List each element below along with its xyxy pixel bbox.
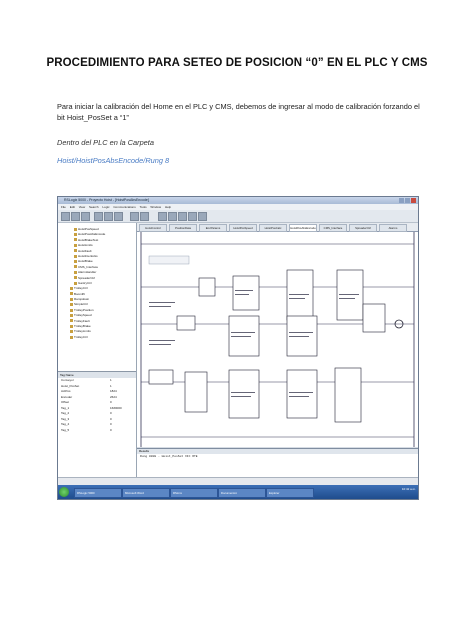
tag-name: Tag_1 xyxy=(61,405,70,410)
tree-item-label: TrolleyLimits xyxy=(74,329,91,334)
project-tree xyxy=(60,227,134,340)
rung-icon[interactable] xyxy=(158,212,167,221)
branch-icon[interactable] xyxy=(168,212,177,221)
routine-tabs xyxy=(137,223,418,232)
tag-name: Conveyor xyxy=(61,378,74,382)
tree-item-label: CMS_Interface xyxy=(78,264,99,269)
tree-item-label: TrolleyPosition xyxy=(74,307,94,312)
menu-tools[interactable]: Tools xyxy=(139,205,147,209)
menu-file[interactable]: File xyxy=(61,205,66,209)
routine-tab[interactable]: PositionData xyxy=(169,224,197,232)
tag-value: 2624 xyxy=(110,394,117,399)
routine-tab[interactable]: CMS_Interface xyxy=(319,224,347,232)
taskbar-clock: 10:42 a.m. xyxy=(401,487,416,491)
menu-help[interactable]: Help xyxy=(164,205,172,209)
maximize-icon[interactable] xyxy=(405,198,410,203)
tag-table-header: Tag Name xyxy=(58,372,136,378)
tree-item-label: TrolleyCtrl xyxy=(74,334,88,339)
document-title: PROCEDIMIENTO PARA SETEO DE POSICION “0” EN EL PLC Y CMS xyxy=(46,57,428,69)
ote-icon[interactable] xyxy=(198,212,207,221)
tree-item-label: TrolleyBrake xyxy=(74,324,91,329)
tag-row[interactable] xyxy=(58,428,136,434)
tag-name: Tag_2 xyxy=(61,411,70,415)
folder-icon xyxy=(70,287,73,290)
folder-icon xyxy=(74,276,77,279)
folder-icon xyxy=(74,238,77,241)
xio-icon[interactable] xyxy=(188,212,197,221)
folder-icon xyxy=(70,336,73,339)
folder-icon xyxy=(70,309,73,312)
folder-icon xyxy=(74,271,77,274)
routine-tab[interactable]: HoistControl xyxy=(139,224,167,232)
tag-name: Encoder xyxy=(61,394,73,399)
taskbar-item-rslogix[interactable]: RSLogix 5000 xyxy=(74,488,122,498)
status-bar xyxy=(58,477,418,485)
xic-icon[interactable] xyxy=(178,212,187,221)
save-icon[interactable] xyxy=(81,212,90,221)
tree-item-label: AlarmHandler xyxy=(78,270,97,275)
folder-icon xyxy=(70,330,73,333)
routine-tab[interactable]: HoistPosSpeed xyxy=(229,224,257,232)
tree-item-label: Boomlift xyxy=(74,291,85,296)
tree-item-label: HoistInterlocks xyxy=(78,253,98,258)
taskbar-item-explorer[interactable]: Explorer xyxy=(266,488,314,498)
menu-logic[interactable]: Logic xyxy=(102,205,110,209)
folder-icon xyxy=(74,265,77,268)
window-title: RSLogix 5000 - Proyecto Hoist - [HoistPosAbsEncode] xyxy=(64,198,149,202)
window-titlebar xyxy=(58,197,418,204)
tree-item-label: SpreaderCtrl xyxy=(78,275,96,280)
ladder-editor xyxy=(137,232,418,447)
taskbar-item-rslinx[interactable]: RSLinx xyxy=(170,488,218,498)
routine-tab[interactable]: Alarms xyxy=(379,224,407,232)
tag-monitor xyxy=(58,371,136,480)
taskbar-item-documento[interactable]: Documento1 xyxy=(218,488,266,498)
ladder-diagram xyxy=(137,232,418,447)
toolbar xyxy=(58,210,418,223)
tag-name: Tag_3 xyxy=(61,416,70,421)
tag-name: Offset xyxy=(61,400,69,404)
tree-item-label: GantryCtrl xyxy=(78,280,92,285)
tag-name: Hoist_PosSet xyxy=(61,383,80,388)
copy-icon[interactable] xyxy=(104,212,113,221)
tree-item-label: HoistFault xyxy=(78,248,92,253)
start-button[interactable] xyxy=(59,487,69,497)
menu-window[interactable]: Window xyxy=(150,205,162,209)
tag-value: 16#0000 xyxy=(110,405,122,410)
tag-name: Tag_5 xyxy=(61,427,70,432)
tag-value: 0 xyxy=(110,400,112,404)
folder-icon xyxy=(70,292,73,295)
folder-icon xyxy=(70,319,73,322)
taskbar xyxy=(58,485,418,499)
folder-icon xyxy=(74,228,77,231)
tree-item-label: HoistBrake xyxy=(78,259,93,264)
paste-icon[interactable] xyxy=(114,212,123,221)
folder-icon xyxy=(70,298,73,301)
folder-icon xyxy=(74,255,77,258)
tree-item[interactable] xyxy=(60,335,134,340)
folder-icon xyxy=(74,260,77,263)
tree-item-label: TrolleyFault xyxy=(74,318,90,323)
tag-value: 0 xyxy=(110,427,112,432)
menu-edit[interactable]: Edit xyxy=(69,205,75,209)
folder-icon xyxy=(74,282,77,285)
folder-icon xyxy=(74,249,77,252)
taskbar-item-word[interactable]: Microsoft Word xyxy=(122,488,170,498)
menu-communications[interactable]: Communications xyxy=(113,205,136,209)
routine-tab[interactable]: EnvParams xyxy=(199,224,227,232)
tag-value: 1 xyxy=(110,378,112,382)
tree-item-label: HoistPosSpeed xyxy=(78,227,99,231)
tree-item-label: SimpleCtrl xyxy=(74,302,88,307)
tag-value: 1 xyxy=(110,383,112,388)
controller-organizer xyxy=(58,223,137,477)
cut-icon[interactable] xyxy=(94,212,103,221)
verify-icon[interactable] xyxy=(140,212,149,221)
tag-value: 0 xyxy=(110,411,112,415)
tree-item-label: TrolleyCtrl xyxy=(74,286,88,291)
menu-view[interactable]: View xyxy=(78,205,86,209)
output-header: Results xyxy=(137,449,418,454)
online-icon[interactable] xyxy=(130,212,139,221)
folder-icon xyxy=(70,303,73,306)
tag-value: 1824 xyxy=(110,389,117,393)
tag-name: Tag_4 xyxy=(61,422,70,426)
tag-name: ActPos xyxy=(61,389,71,393)
tree-item-label: HoistLimits xyxy=(78,243,93,248)
new-icon[interactable] xyxy=(61,212,70,221)
tag-value: 0 xyxy=(110,422,112,426)
tree-item-label: HoistPosAbsEncode xyxy=(78,232,106,237)
intro-paragraph: Para iniciar la calibración del Home en el PLC y CMS, debemos de ingresar al modo de calibración forzando el bit Hoist_PosSet a “1” xyxy=(57,102,420,122)
folder-icon xyxy=(70,325,73,328)
close-icon[interactable] xyxy=(411,198,416,203)
menu-search[interactable]: Search xyxy=(89,205,99,209)
window-controls xyxy=(398,198,416,203)
folder-icon xyxy=(74,233,77,236)
routine-tab[interactable]: SpreaderCtrl xyxy=(349,224,377,232)
routine-tab[interactable]: HoistPosCalc xyxy=(259,224,287,232)
tree-item-label: HoistBrakeTest xyxy=(78,237,99,242)
tree-item-label: Rampdown xyxy=(74,297,90,302)
tree-item-label: TrolleySpeed xyxy=(74,313,92,318)
tag-value: 0 xyxy=(110,416,112,421)
plc-screenshot xyxy=(57,196,419,500)
folder-icon xyxy=(74,244,77,247)
path-text: Hoist/HoistPosAbsEncode/Rung 8 xyxy=(57,156,170,165)
minimize-icon[interactable] xyxy=(399,198,404,203)
open-icon[interactable] xyxy=(71,212,80,221)
folder-icon xyxy=(70,314,73,317)
output-line: Rung 0008 - Hoist_PosSet XIC OTE xyxy=(140,455,198,458)
location-text: Dentro del PLC en la Carpeta xyxy=(57,138,154,147)
routine-tab[interactable]: HoistPosAbsEncode xyxy=(290,226,316,230)
